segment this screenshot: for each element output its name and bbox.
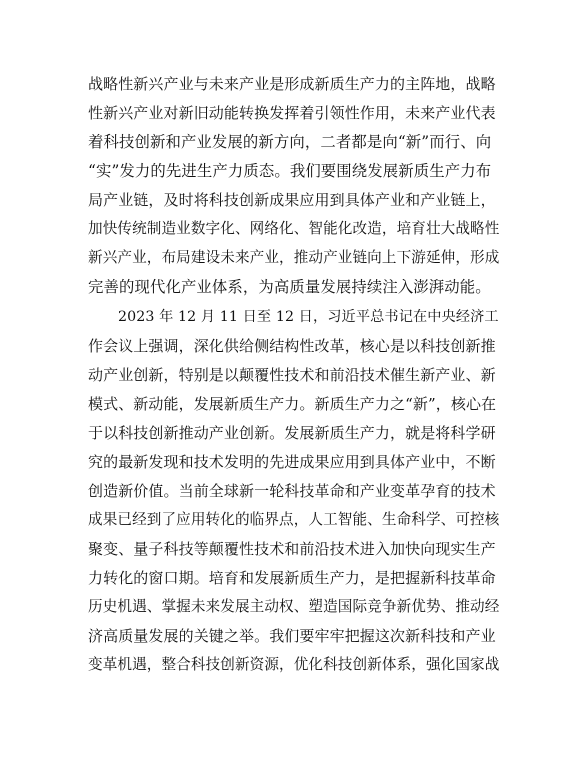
paragraph-line: 着科技创新和产业发展的新方向，二者都是向“新”而行、向 (88, 133, 492, 151)
paragraph-line: 力转化的窗口期。培育和发展新质生产力，是把握新科技革命 (88, 569, 496, 587)
paragraph-line: 变革机遇，整合科技创新资源，优化科技创新体系，强化国家战 (88, 656, 500, 673)
paragraph-line: 完善的现代化产业体系，为高质量发展持续注入澎湃动能。 (88, 278, 491, 296)
paragraph-line: 局产业链，及时将科技创新成果应用到具体产业和产业链上， (88, 191, 496, 209)
paragraph-line: 于以科技创新推动产业创新。发展新质生产力，就是将科学研 (88, 424, 496, 442)
paragraph-line: 2023 年 12 月 11 日至 12 日，习近平总书记在中央经济工 (118, 309, 499, 325)
paragraph-line: 成果已经到了应用转化的临界点，人工智能、生命科学、可控核 (88, 511, 500, 528)
paragraph-line: 加快传统制造业数字化、网络化、智能化改造，培育壮大战略性 (88, 220, 500, 237)
paragraph-line: 模式、新动能，发展新质生产力。新质生产力之“新”，核心在 (88, 395, 497, 413)
paragraph-line: 战略性新兴产业与未来产业是形成新质生产力的主阵地，战略 (88, 75, 496, 93)
paragraph-line: 作会议上强调，深化供给侧结构性改革，核心是以科技创新推 (88, 337, 496, 355)
paragraph-line: 历史机遇、掌握未来发展主动权、塑造国际竞争新优势、推动经 (88, 598, 500, 615)
paragraph-line: “实”发力的先进生产力质态。我们要围绕发展新质生产力布 (88, 162, 492, 180)
paragraph-line: 究的最新发现和技术发明的先进成果应用到具体产业中，不断 (88, 453, 496, 471)
paragraph-line: 新兴产业，布局建设未来产业，推动产业链向上下游延伸，形成 (88, 249, 500, 266)
paragraph-line: 性新兴产业对新旧动能转换发挥着引领性作用，未来产业代表 (88, 104, 496, 122)
paragraph-line: 济高质量发展的关键之举。我们要牢牢把握这次新科技和产业 (88, 627, 496, 645)
paragraph-line: 创造新价值。当前全球新一轮科技革命和产业变革孕育的技术 (88, 482, 496, 500)
paragraph-line: 聚变、量子科技等颠覆性技术和前沿技术进入加快向现实生产 (88, 540, 496, 558)
paragraph-line: 动产业创新，特别是以颠覆性技术和前沿技术催生新产业、新 (88, 366, 496, 384)
